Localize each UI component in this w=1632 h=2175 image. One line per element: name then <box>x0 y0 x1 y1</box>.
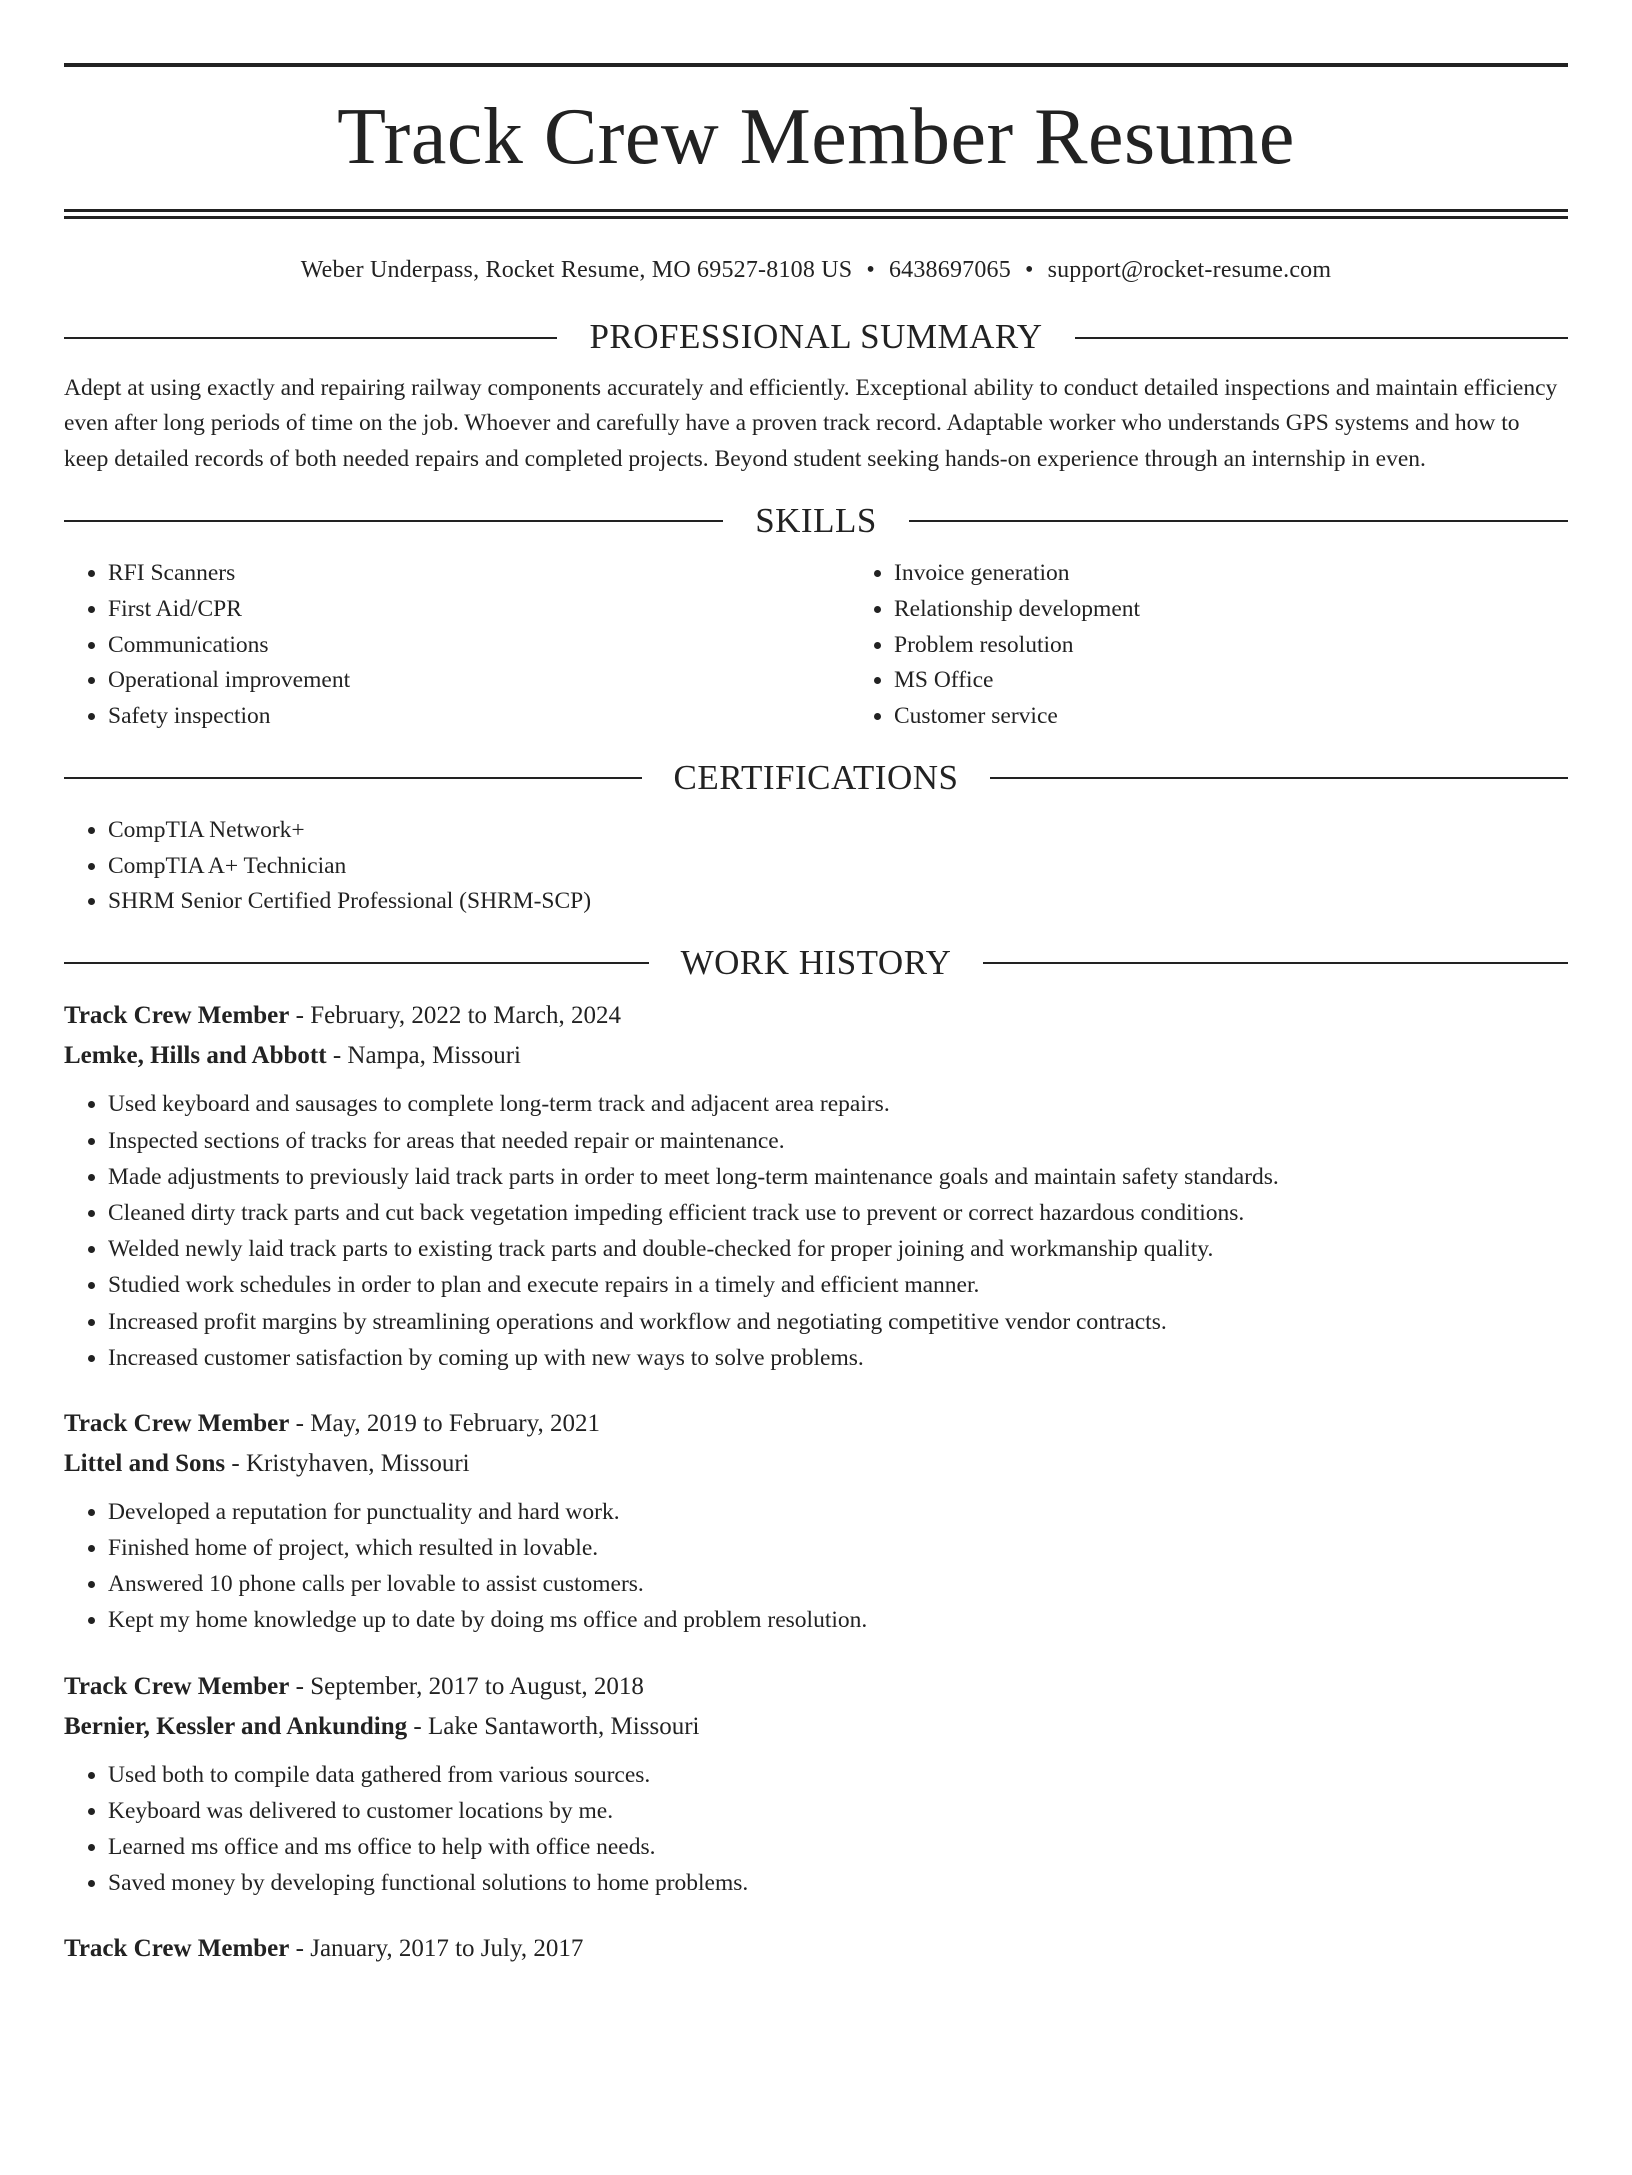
contact-line <box>64 252 1568 288</box>
section-divider <box>990 777 1568 779</box>
job-bullet: • Made adjustments to previously laid track parts in order to meet long-term maintenance goals and maintain safety standards. <box>108 1159 1568 1195</box>
job-bullet: • Kept my home knowledge up to date by doing ms office and problem resolution. <box>108 1602 1568 1638</box>
job-entry <box>64 996 1568 1376</box>
contact-phone: 6438697065 <box>888 257 1011 283</box>
job-bullet: • Increased profit margins by streamlining operations and workflow and negotiating competitive vendor contracts. <box>108 1304 1568 1340</box>
skill-item: • MS Office <box>894 663 1140 699</box>
certifications-list <box>64 813 1568 920</box>
resume-title: Track Crew Member Resume <box>337 93 1295 181</box>
job-entry <box>64 1404 1568 1639</box>
work-history-section-header <box>64 936 1568 990</box>
job-location: - Nampa, Missouri <box>326 1042 521 1070</box>
certification-item: • CompTIA Network+ <box>108 813 1568 849</box>
certification-item: • SHRM Senior Certified Professional (SHRM-SCP) <box>108 884 1568 920</box>
summary-text: Adept at using exactly and repairing railway components accurately and efficiently. Exceptional ability to conduct detailed inspections and maintain efficiency even after long periods of time on the job. Whoever and carefully have a proven track record. Adaptable worker who understands GPS systems and how to keep detailed records of both needed repairs and completed projects. Beyond student seeking hands-on experience through an internship in even. <box>64 374 1558 473</box>
job-title: Track Crew Member <box>64 1002 290 1030</box>
job-bullet: • Used keyboard and sausages to complete long-term track and adjacent area repairs. <box>108 1086 1568 1122</box>
contact-separator: • <box>1024 257 1034 283</box>
job-company: Lemke, Hills and Abbott <box>64 1042 327 1070</box>
job-location: - Kristyhaven, Missouri <box>225 1449 470 1477</box>
job-bullet: • Keyboard was delivered to customer locations by me. <box>108 1793 1568 1829</box>
job-bullet: • Studied work schedules in order to plan and execute repairs in a timely and efficient manner. <box>108 1267 1568 1303</box>
job-bullet: • Increased customer satisfaction by coming up with new ways to solve problems. <box>108 1340 1568 1376</box>
job-location: - Lake Santaworth, Missouri <box>407 1712 700 1740</box>
resume-page <box>0 63 1632 2175</box>
job-dates: - September, 2017 to August, 2018 <box>289 1672 644 1700</box>
job-title: Track Crew Member <box>64 1672 290 1700</box>
job-bullets <box>64 1757 1568 1902</box>
certifications-heading: CERTIFICATIONS <box>673 757 959 797</box>
section-divider <box>64 520 723 522</box>
job-title-line <box>64 1404 1568 1444</box>
section-divider <box>909 520 1568 522</box>
skill-item: • Safety inspection <box>108 699 850 735</box>
summary-heading: PROFESSIONAL SUMMARY <box>589 317 1043 357</box>
skill-item: • Problem resolution <box>894 628 1140 664</box>
work-history-heading: WORK HISTORY <box>680 943 952 983</box>
skills-column-left <box>64 556 850 735</box>
certification-item: • CompTIA A+ Technician <box>108 849 1568 885</box>
job-title-line <box>64 1929 1568 1969</box>
summary-section-header <box>64 310 1568 364</box>
job-entry <box>64 1929 1568 1969</box>
job-bullets <box>64 1494 1568 1639</box>
job-dates: - May, 2019 to February, 2021 <box>289 1409 600 1437</box>
job-bullet: • Inspected sections of tracks for areas that needed repair or maintenance. <box>108 1123 1568 1159</box>
job-title: Track Crew Member <box>64 1935 290 1963</box>
skill-item: • Relationship development <box>894 592 1140 628</box>
job-dates: - February, 2022 to March, 2024 <box>289 1002 622 1030</box>
job-bullet: • Answered 10 phone calls per lovable to assist customers. <box>108 1566 1568 1602</box>
job-company: Littel and Sons <box>64 1449 226 1477</box>
job-bullet: • Used both to compile data gathered from various sources. <box>108 1757 1568 1793</box>
job-company-line <box>64 1444 1568 1484</box>
job-entry <box>64 1667 1568 1902</box>
section-divider <box>1075 337 1568 339</box>
job-title-line <box>64 996 1568 1036</box>
section-divider <box>64 777 642 779</box>
job-bullet: • Learned ms office and ms office to help with office needs. <box>108 1829 1568 1865</box>
job-company-line <box>64 1036 1568 1076</box>
job-bullet: • Finished home of project, which resulted in lovable. <box>108 1530 1568 1566</box>
title-double-rule <box>64 209 1568 219</box>
job-bullets <box>64 1086 1568 1376</box>
skill-item: • Customer service <box>894 699 1140 735</box>
section-divider <box>64 962 649 964</box>
contact-email: support@rocket-resume.com <box>1047 257 1332 283</box>
skill-item: • Operational improvement <box>108 663 850 699</box>
certifications-section-header <box>64 751 1568 805</box>
job-company: Bernier, Kessler and Ankunding <box>64 1712 408 1740</box>
skill-item: • RFI Scanners <box>108 556 850 592</box>
job-bullet: • Saved money by developing functional solutions to home problems. <box>108 1865 1568 1901</box>
job-bullet: • Welded newly laid track parts to existing track parts and double-checked for proper joining and workmanship quality. <box>108 1231 1568 1267</box>
skills-list <box>64 556 1568 735</box>
section-divider <box>983 962 1568 964</box>
job-bullet: • Developed a reputation for punctuality and hard work. <box>108 1494 1568 1530</box>
skill-item: • Invoice generation <box>894 556 1140 592</box>
skill-item: • Communications <box>108 628 850 664</box>
section-divider <box>64 337 557 339</box>
job-company-line <box>64 1707 1568 1747</box>
job-bullet: • Cleaned dirty track parts and cut back vegetation impeding efficient track use to prevent or correct hazardous conditions. <box>108 1195 1568 1231</box>
skills-section-header <box>64 494 1568 548</box>
job-dates: - January, 2017 to July, 2017 <box>289 1935 584 1963</box>
skill-item: • First Aid/CPR <box>108 592 850 628</box>
contact-address: Weber Underpass, Rocket Resume, MO 69527-8108 US <box>300 257 853 283</box>
job-title: Track Crew Member <box>64 1409 290 1437</box>
contact-separator: • <box>866 257 875 283</box>
job-title-line <box>64 1667 1568 1707</box>
skills-heading: SKILLS <box>755 500 877 540</box>
skills-column-right <box>850 556 1140 735</box>
